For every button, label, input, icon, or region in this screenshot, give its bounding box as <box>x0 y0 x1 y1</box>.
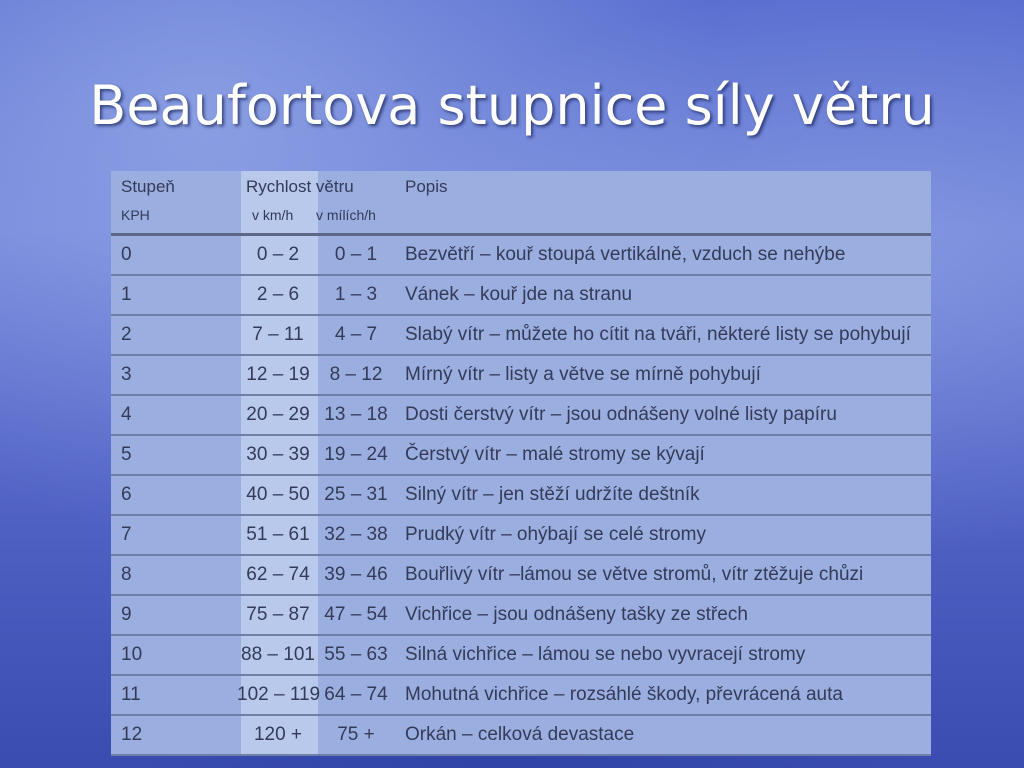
table-row <box>111 636 931 676</box>
table-row <box>111 276 931 316</box>
row-description: Mírný vítr – listy a větve se mírně pohybují <box>405 364 761 385</box>
beaufort-table <box>111 171 931 756</box>
row-grade: 2 <box>121 324 132 345</box>
row-grade: 1 <box>121 284 132 305</box>
row-speed-mph: 64 – 74 <box>324 684 388 705</box>
row-speed-kmh: 20 – 29 <box>246 404 310 425</box>
row-description: Vichřice – jsou odnášeny tašky ze střech <box>405 604 748 625</box>
row-speed-kmh: 12 – 19 <box>246 364 310 385</box>
row-description: Prudký vítr – ohýbají se celé stromy <box>405 524 706 545</box>
row-description: Silný vítr – jen stěží udržíte deštník <box>405 484 700 505</box>
row-grade: 8 <box>121 564 132 585</box>
row-grade: 3 <box>121 364 132 385</box>
row-speed-mph: 32 – 38 <box>324 524 388 545</box>
row-speed-mph: 47 – 54 <box>324 604 388 625</box>
row-speed-mph: 1 – 3 <box>334 284 378 305</box>
row-speed-mph: 75 + <box>337 724 375 745</box>
table-row <box>111 516 931 556</box>
header-grade: Stupeň <box>121 177 175 196</box>
row-speed-kmh: 51 – 61 <box>246 524 310 545</box>
header-speed-kmh: v km/h <box>252 207 294 223</box>
row-speed-mph: 4 – 7 <box>334 324 378 345</box>
table-row <box>111 316 931 356</box>
row-description: Dosti čerstvý vítr – jsou odnášeny volné listy papíru <box>405 404 837 425</box>
header-grade-sub: KPH <box>121 207 150 223</box>
row-grade: 9 <box>121 604 132 625</box>
row-grade: 12 <box>121 724 143 745</box>
header-description: Popis <box>405 177 448 196</box>
table-row <box>111 236 931 276</box>
row-description: Vánek – kouř jde na stranu <box>405 284 633 305</box>
row-description: Silná vichřice – lámou se nebo vyvracejí stromy <box>405 644 806 665</box>
row-speed-mph: 8 – 12 <box>329 364 383 385</box>
row-description: Bezvětří – kouř stoupá vertikálně, vzduch se nehýbe <box>405 244 846 265</box>
row-grade: 11 <box>121 684 141 705</box>
table-row <box>111 356 931 396</box>
row-speed-kmh: 62 – 74 <box>246 564 310 585</box>
table-row <box>111 556 931 596</box>
row-description: Mohutná vichřice – rozsáhlé škody, převrácená auta <box>405 684 843 705</box>
row-grade: 6 <box>121 484 132 505</box>
row-speed-kmh: 30 – 39 <box>246 444 310 465</box>
row-grade: 10 <box>121 644 143 665</box>
row-speed-mph: 25 – 31 <box>324 484 388 505</box>
table-header <box>111 171 931 236</box>
row-description: Orkán – celková devastace <box>405 724 635 745</box>
table-row <box>111 476 931 516</box>
row-description: Bouřlivý vítr –lámou se větve stromů, vítr ztěžuje chůzi <box>405 564 864 585</box>
row-speed-mph: 13 – 18 <box>324 404 388 425</box>
row-speed-kmh: 88 – 101 <box>241 644 315 665</box>
row-speed-kmh: 120 + <box>253 724 303 745</box>
row-speed-mph: 39 – 46 <box>324 564 388 585</box>
row-speed-kmh: 102 – 119 <box>237 684 321 705</box>
table-row <box>111 716 931 756</box>
row-description: Čerstvý vítr – malé stromy se kývají <box>405 444 705 465</box>
row-speed-mph: 55 – 63 <box>324 644 388 665</box>
row-speed-mph: 19 – 24 <box>324 444 388 465</box>
slide-title: Beaufortova stupnice síly větru <box>89 74 935 137</box>
table-row <box>111 396 931 436</box>
row-speed-kmh: 40 – 50 <box>246 484 310 505</box>
table-row <box>111 676 931 716</box>
table-row <box>111 436 931 476</box>
row-speed-kmh: 0 – 2 <box>256 244 300 265</box>
row-speed-kmh: 7 – 11 <box>252 324 304 345</box>
row-grade: 7 <box>121 524 132 545</box>
row-grade: 4 <box>121 404 132 425</box>
row-description: Slabý vítr – můžete ho cítit na tváři, některé listy se pohybují <box>405 324 911 345</box>
header-speed-mph: v mílích/h <box>316 207 376 223</box>
table-row <box>111 596 931 636</box>
row-speed-kmh: 75 – 87 <box>246 604 310 625</box>
row-grade: 0 <box>121 244 132 265</box>
row-speed-kmh: 2 – 6 <box>256 284 300 305</box>
row-grade: 5 <box>121 444 132 465</box>
header-speed: Rychlost větru <box>246 177 354 196</box>
row-speed-mph: 0 – 1 <box>334 244 378 265</box>
